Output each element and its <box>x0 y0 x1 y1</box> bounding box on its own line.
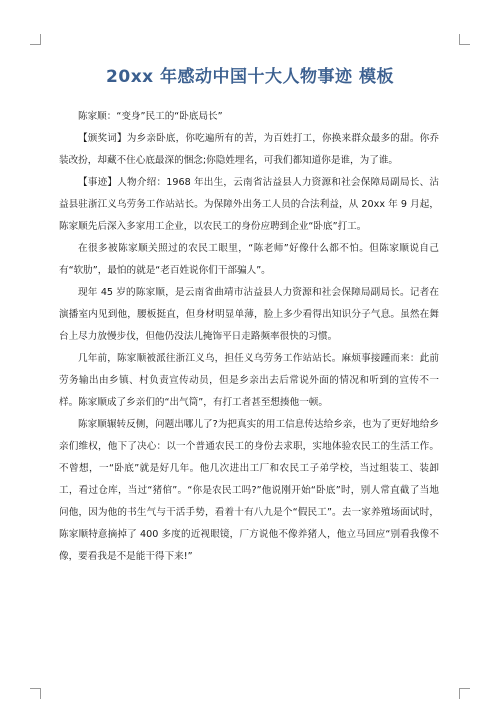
body-paragraph: 在很多被陈家顺关照过的农民工眼里，“陈老师”好像什么都不怕。但陈家顺说自己有“软肋”，最怕的就是“老百姓说你们干部骗人”。 <box>59 243 439 276</box>
award-citation-paragraph: 【颁奖词】为乡亲卧底，你吃遍所有的苦，为百姓打工，你换来群众最多的甜。你乔装改扮，却藏不住心底最深的悃念;你隐姓埋名，可我们都知道你是谁，为了谁。 <box>59 133 439 166</box>
body-paragraph: 现年 45 岁的陈家顺，是云南省曲靖市沾益县人力资源和社会保障局副局长。记者在演播室内见到他，腰板挺直，但身材明显单薄，脸上多少看得出知识分子气息。虽然在舞台上尽力放慢步伐，但他仍没法儿掩饰平日走路频率很快的习惯。 <box>59 287 439 342</box>
document-body <box>59 106 439 568</box>
crop-mark-top-right <box>459 34 470 45</box>
crop-mark-bottom-right <box>459 688 470 699</box>
crop-mark-bottom-left <box>30 688 41 699</box>
crop-mark-top-left <box>30 34 41 45</box>
subtitle-paragraph: 陈家顺：“变身”民工的“卧底局长” <box>78 111 223 122</box>
body-paragraph: 几年前，陈家顺被派往浙江义乌，担任义乌劳务工作站站长。麻烦事接踵而来：此前劳务输出由乡镇、村负责宣传动员，但是乡亲出去后常说外面的情况和听到的宣传不一样。陈家顺成了乡亲们的“出气筒”，有打工者甚至想揍他一顿。 <box>59 353 439 408</box>
deeds-intro-paragraph: 【事迹】人物介绍：1968 年出生，云南省沾益县人力资源和社会保障局副局长、沾益县驻浙江义乌劳务工作站站长。为保障外出务工人员的合法利益，从 20xx 年 9 月起，陈家顺先后深入多家用工企业，以农民工的身份应聘到企业“卧底”打工。 <box>59 177 439 232</box>
document-title: 20xx 年感动中国十大人物事迹 模板 <box>106 67 394 87</box>
body-paragraph: 陈家顺辗转反侧，问题出哪儿了?为把真实的用工信息传达给乡亲，也为了更好地给乡亲们维权，他下了决心：以一个普通农民工的身份去求职，实地体验农民工的生活工作。 不曾想，一“卧底”就是好几年。他几次进出工厂和农民工子弟学校，当过组装工、装卸工，看过仓库，当过“猪倌”。“你是农民工吗?”他说刚开始“卧底”时，别人常直截了当地问他，因为他的书生气与干活手势，看着十有八九是个“假民工”。去一家养殖场面试时，陈家顺特意摘掉了 400 多度的近视眼镜，厂方说他不像养猪人，他立马回应“别看我像不像，要看我是不是能干得下来!” <box>59 419 439 562</box>
